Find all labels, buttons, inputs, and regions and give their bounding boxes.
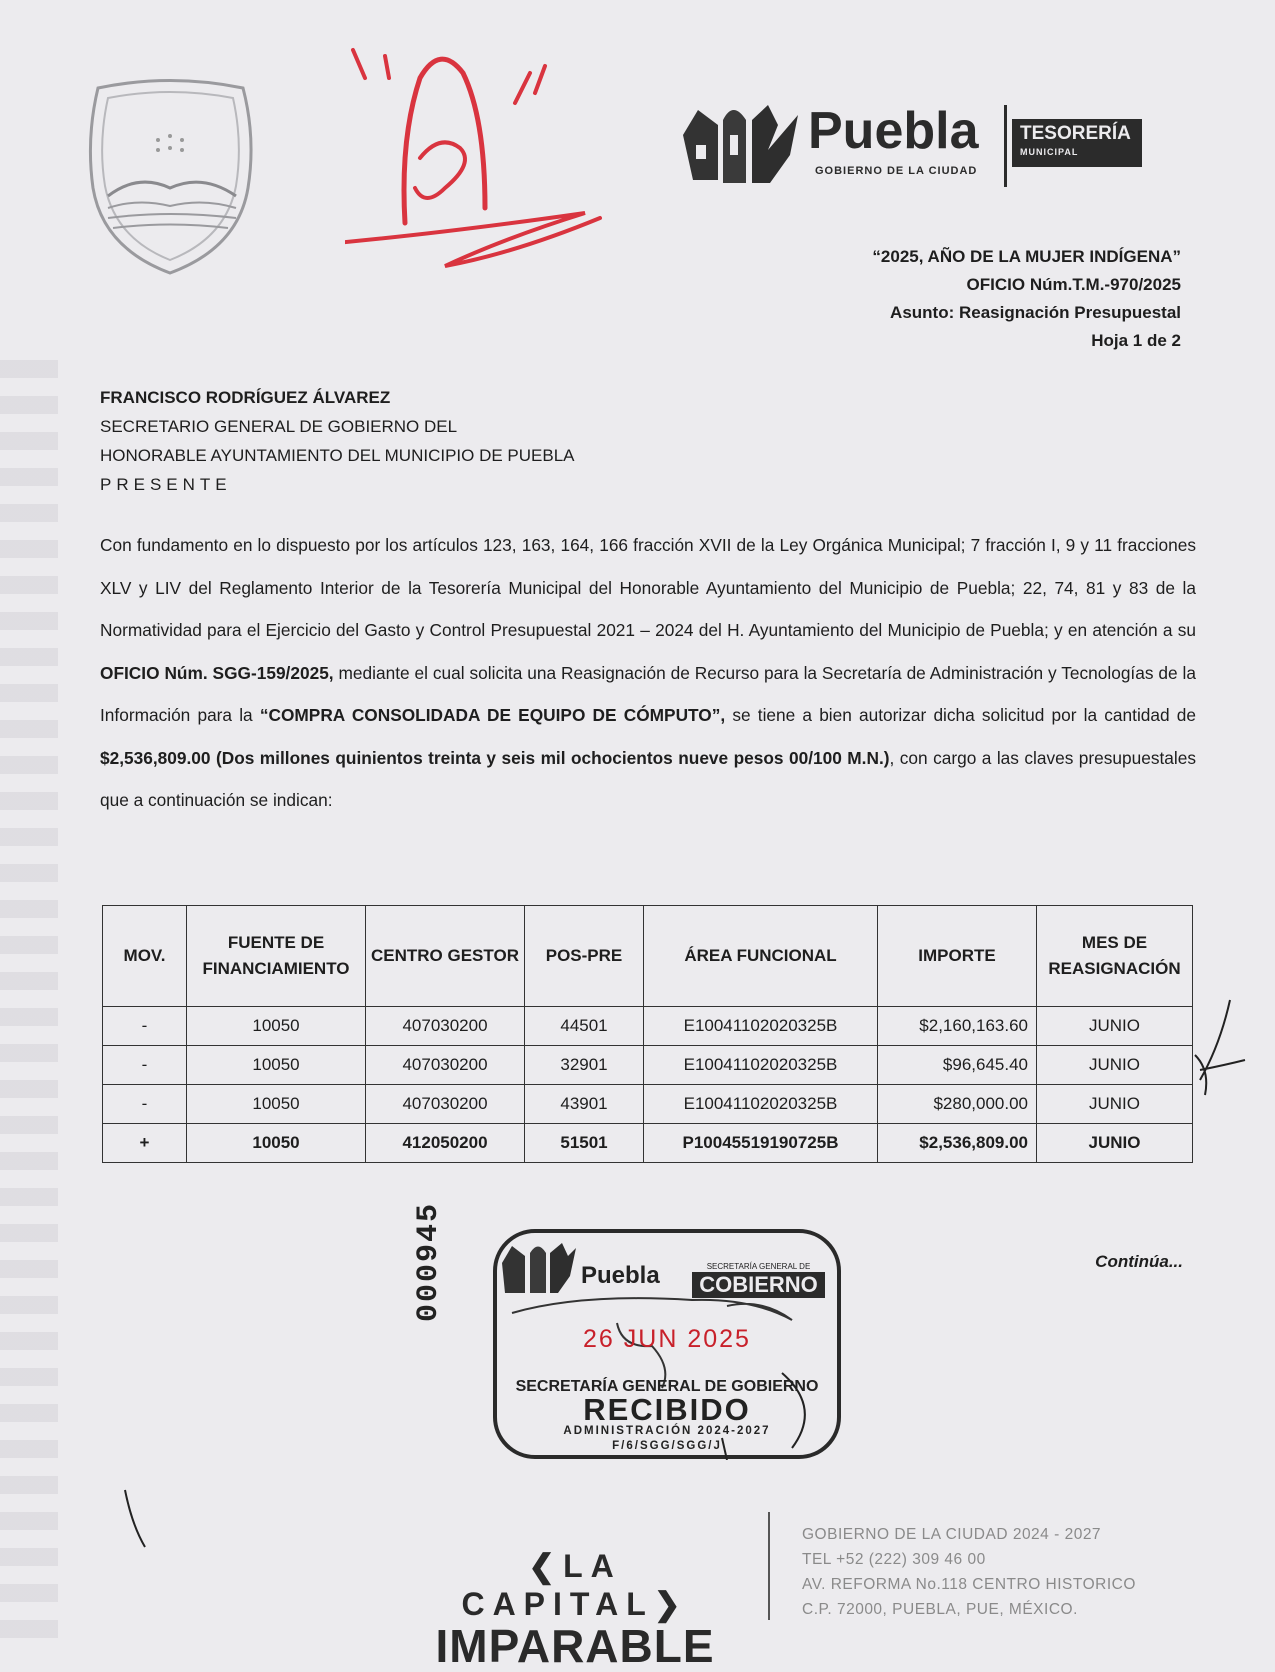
slogan-line-1 — [430, 1547, 720, 1623]
continued-note: Continúa... — [1095, 1252, 1183, 1271]
addressee-title-1: SECRETARIO GENERAL DE GOBIERNO DEL — [100, 417, 458, 436]
cell-pospre: 32901 — [525, 1046, 644, 1085]
cell-centro: 407030200 — [366, 1085, 525, 1124]
col-mov: MOV. — [103, 906, 187, 1007]
col-centro-gestor: CENTRO GESTOR — [366, 906, 525, 1007]
col-fuente: FUENTE DE FINANCIAMIENTO — [187, 906, 366, 1007]
stamp-badge-top: SECRETARÍA GENERAL DE — [706, 1262, 811, 1271]
stamp-secretaria: SECRETARÍA GENERAL DE GOBIERNO — [515, 1378, 819, 1395]
addressee-name: FRANCISCO RODRÍGUEZ ÁLVAREZ — [100, 388, 391, 407]
page-count: Hoja 1 de 2 — [1091, 331, 1181, 350]
wing-right-icon: ❯ — [653, 1586, 689, 1622]
decorative-border — [0, 360, 58, 1650]
cell-centro: 407030200 — [366, 1046, 525, 1085]
stamp-recibido: RECIBIDO — [583, 1392, 751, 1427]
footer-slogan — [430, 1547, 720, 1672]
col-pos-pre: POS-PRE — [525, 906, 644, 1007]
cell-mes: JUNIO — [1037, 1085, 1193, 1124]
table-row-total — [103, 1124, 1193, 1163]
col-area-funcional: ÁREA FUNCIONAL — [644, 906, 878, 1007]
footer-line: TEL +52 (222) 309 46 00 — [802, 1551, 986, 1568]
table-row — [103, 1007, 1193, 1046]
cell-mes: JUNIO — [1037, 1007, 1193, 1046]
cell-fuente: 10050 — [187, 1085, 366, 1124]
logo-divider — [1004, 105, 1007, 187]
body-text-1: Con fundamento en lo dispuesto por los artículos 123, 163, 164, 166 fracción XVII de la Ley Orgánica Municipal; 7 fracción I, 9 y 11 fracciones XLV y LIV del Reglamento Interior de la Tesorería Municipal del Honorable Ayuntamiento del Municipio de Puebla; 22, 74, 81 y 83 de la Normatividad para el Ejercicio del Gasto y Control Presupuestal 2021 – 2024 del H. Ayuntamiento del Municipio de Puebla; y en atención a su — [100, 535, 1196, 640]
cell-importe: $280,000.00 — [878, 1085, 1037, 1124]
table-header-row — [103, 906, 1193, 1007]
brand-subtitle: GOBIERNO DE LA CIUDAD — [815, 165, 978, 177]
presente: PRESENTE — [100, 475, 232, 494]
footer-divider — [768, 1512, 770, 1620]
city-emblem-icon — [678, 95, 808, 195]
cell-importe: $2,160,163.60 — [878, 1007, 1037, 1046]
document-header — [872, 243, 1181, 355]
stamp-code: F/6/SGG/SGG/J — [612, 1440, 722, 1452]
cell-pospre: 51501 — [525, 1124, 644, 1163]
footer-contact — [802, 1522, 1136, 1622]
footer-line: AV. REFORMA No.118 CENTRO HISTORICO — [802, 1576, 1136, 1593]
stamp-brand: Puebla — [581, 1262, 660, 1289]
body-text-3: se tiene a bien autorizar dicha solicitud por la cantidad de — [725, 705, 1197, 725]
cell-importe: $96,645.40 — [878, 1046, 1037, 1085]
cell-area: E10041102020325B — [644, 1085, 878, 1124]
stamp-emblem-icon — [500, 1238, 578, 1296]
footer-line: GOBIERNO DE LA CIUDAD 2024 - 2027 — [802, 1526, 1102, 1543]
table-row — [103, 1046, 1193, 1085]
body-text-2: mediante el cual solicita una Reasignación de Recurso para la Secretaría de Administración y Tecnologías de la Información para la — [100, 662, 1196, 725]
oficio-number: OFICIO Núm.T.M.-970/2025 — [966, 275, 1181, 294]
body-paragraph — [100, 524, 1196, 822]
cell-fuente: 10050 — [187, 1046, 366, 1085]
col-importe: IMPORTE — [878, 906, 1037, 1007]
cell-fuente: 10050 — [187, 1124, 366, 1163]
cell-area: E10041102020325B — [644, 1046, 878, 1085]
coat-of-arms-watermark — [78, 78, 263, 278]
badge-title: TESORERÍA — [1020, 123, 1131, 144]
cell-centro: 412050200 — [366, 1124, 525, 1163]
col-mes: MES DE REASIGNACIÓN — [1037, 906, 1193, 1007]
addressee-block — [100, 383, 575, 499]
body-text-4: , con cargo a las claves presupuestales que a continuación se indican: — [100, 747, 1196, 810]
brand-name: Puebla — [808, 102, 979, 160]
badge-subtitle: MUNICIPAL — [1020, 147, 1079, 157]
cell-mes: JUNIO — [1037, 1124, 1193, 1163]
stamp-administracion: ADMINISTRACIÓN 2024-2027 — [563, 1425, 771, 1437]
stamp-date: 26 JUN 2025 — [583, 1325, 751, 1353]
handwritten-a-mark — [345, 38, 645, 278]
asunto: Asunto: Reasignación Presupuestal — [890, 303, 1181, 322]
oficio-reference: OFICIO Núm. SGG-159/2025, — [100, 662, 334, 683]
cell-pospre: 43901 — [525, 1085, 644, 1124]
table-row — [103, 1085, 1193, 1124]
cell-area: P10045519190725B — [644, 1124, 878, 1163]
cell-centro: 407030200 — [366, 1007, 525, 1046]
stamp-badge: COBIERNO — [692, 1272, 825, 1298]
cell-fuente: 10050 — [187, 1007, 366, 1046]
cell-pospre: 44501 — [525, 1007, 644, 1046]
pen-mark — [120, 1485, 160, 1555]
folio-number: 000945 — [412, 1201, 446, 1322]
tesoreria-logo — [678, 95, 1148, 195]
slogan-line-2: IMPARABLE — [435, 1620, 715, 1672]
budget-table — [102, 905, 1193, 1163]
cell-mes: JUNIO — [1037, 1046, 1193, 1085]
wing-left-icon: ❮ — [528, 1548, 564, 1584]
tesoreria-badge — [1012, 119, 1142, 167]
addressee-title-2: HONORABLE AYUNTAMIENTO DEL MUNICIPIO DE PUEBLA — [100, 446, 575, 465]
footer-line: C.P. 72000, PUEBLA, PUE, MÉXICO. — [802, 1601, 1078, 1618]
year-motto: “2025, AÑO DE LA MUJER INDÍGENA” — [872, 247, 1181, 266]
cell-importe: $2,536,809.00 — [878, 1124, 1037, 1163]
cell-mov: + — [103, 1124, 187, 1163]
purchase-concept: “COMPRA CONSOLIDADA DE EQUIPO DE CÓMPUTO”, — [259, 705, 726, 725]
cell-area: E10041102020325B — [644, 1007, 878, 1046]
cell-mov: - — [103, 1046, 187, 1085]
cell-mov: - — [103, 1085, 187, 1124]
margin-signature — [1190, 995, 1250, 1105]
authorized-amount: $2,536,809.00 (Dos millones quinientos treinta y seis mil ochocientos nueve pesos 00/100 M.N.) — [100, 747, 890, 768]
cell-mov: - — [103, 1007, 187, 1046]
slogan-text-1: LA CAPITAL — [461, 1548, 654, 1622]
